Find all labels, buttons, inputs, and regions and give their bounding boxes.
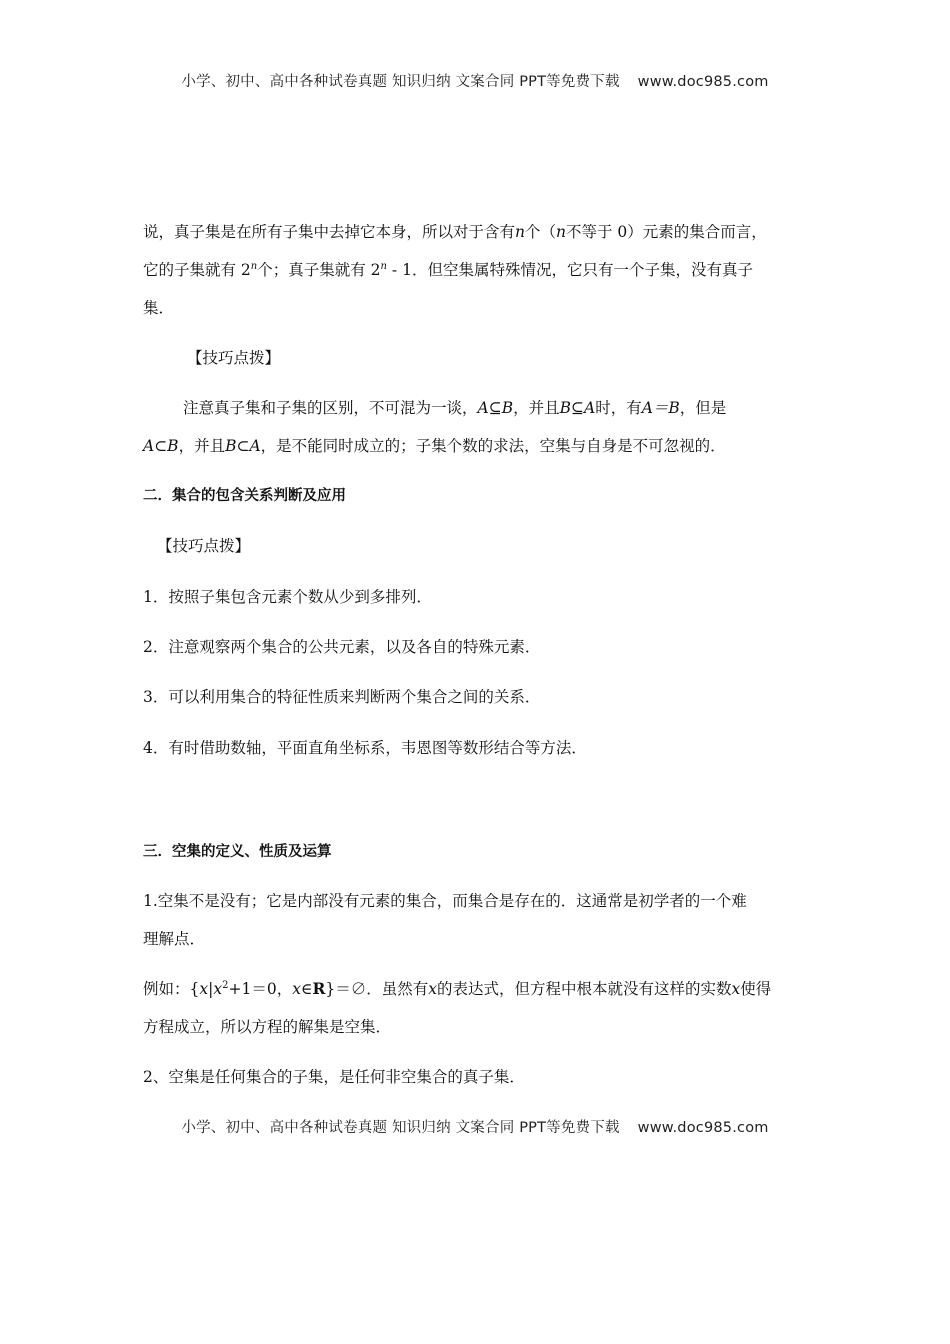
section-3-p2: 2、空集是任何集合的子集，是任何非空集合的真子集． — [143, 1068, 525, 1086]
page-header — [0, 70, 950, 91]
section-3-p1-line-2: 理解点． — [143, 930, 206, 948]
section-2-item-1: 1．按照子集包含元素个数从少到多排列． — [143, 588, 432, 606]
footer-text: 小学、初中、高中各种试卷真题 知识归纳 文案合同 PPT等免费下载 — [181, 1120, 620, 1136]
section-3-example-line-1: 例如：{$x|x^2+1=0$，x∈R}＝∅．虽然有x的表达式，但方程中根本就没有这样的实数x使得 — [143, 979, 772, 998]
header-text: 小学、初中、高中各种试卷真题 知识归纳 文案合同 PPT等免费下载 — [181, 74, 620, 90]
tip1-line-2: A⊂B，并且B⊂A，是不能同时成立的；子集个数的求法，空集与自身是不可忽视的． — [143, 437, 726, 455]
tip-heading-1: 【技巧点拨】 — [187, 349, 281, 367]
section-3-example-line-2: 方程成立，所以方程的解集是空集． — [143, 1018, 392, 1036]
tip-heading-2: 【技巧点拨】 — [157, 537, 251, 555]
section-3-p1-line-1: 1.空集不是没有；它是内部没有元素的集合，而集合是存在的．这通常是初学者的一个难 — [143, 892, 747, 910]
page-footer — [0, 1116, 950, 1137]
intro-line-3: 集． — [143, 299, 175, 317]
section-2-item-4: 4．有时借助数轴，平面直角坐标系，韦恩图等数形结合等方法． — [143, 739, 587, 757]
section-2-item-2: 2．注意观察两个集合的公共元素，以及各自的特殊元素． — [143, 638, 541, 656]
section-2-item-3: 3．可以利用集合的特征性质来判断两个集合之间的关系． — [143, 688, 541, 706]
header-site-link[interactable]: www.doc985.com — [637, 74, 769, 90]
intro-line-1: 说，真子集是在所有子集中去掉它本身，所以对于含有n个（n不等于 0）元素的集合而言， — [143, 223, 767, 241]
footer-site-link[interactable]: www.doc985.com — [637, 1120, 769, 1136]
tip1-line-1: 注意真子集和子集的区别，不可混为一谈，A⊆B，并且B⊆A时，有A＝B，但是 — [183, 399, 727, 417]
intro-line-2: 它的子集就有 2$^n$个；真子集就有 2$^n$ - 1．但空集属特殊情况，它只有一个子集，没有真子 — [143, 260, 753, 279]
section-3-title: 三．空集的定义、性质及运算 — [143, 844, 332, 860]
section-2-title: 二．集合的包含关系判断及应用 — [143, 488, 346, 504]
